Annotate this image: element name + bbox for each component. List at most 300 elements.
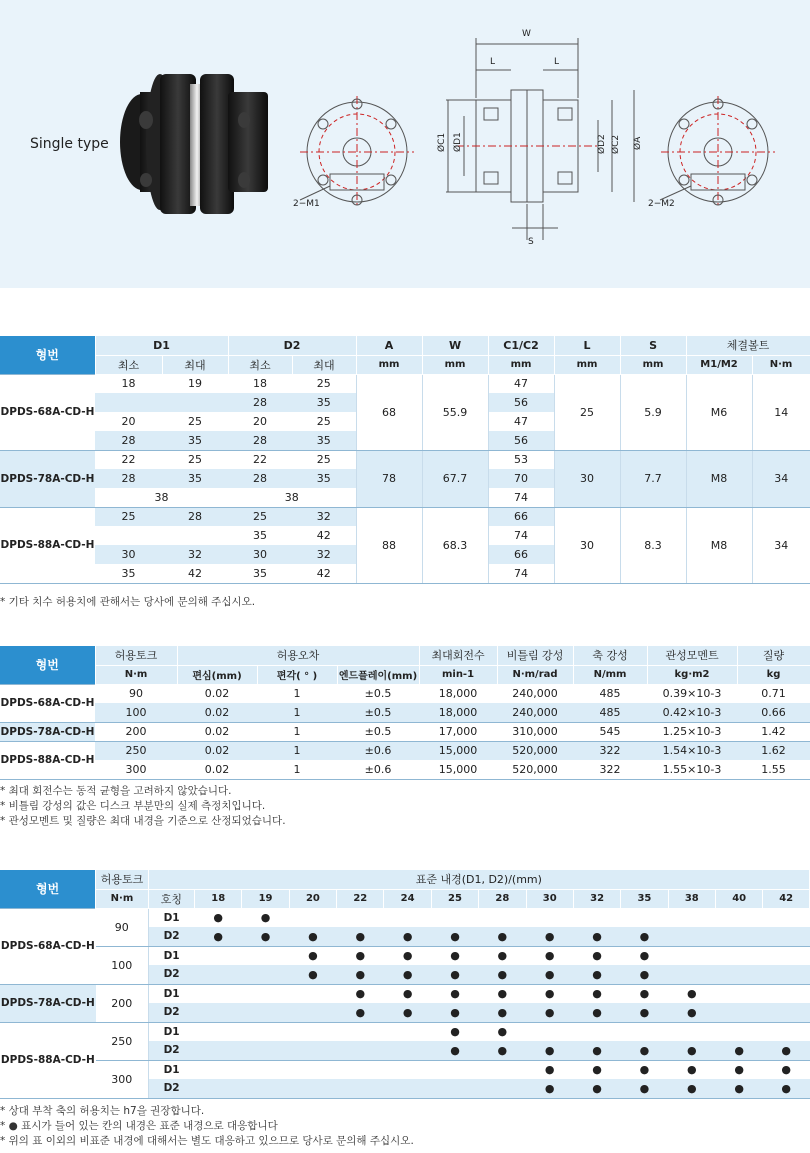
cell: 1.55×10-3 (662, 762, 722, 776)
cell (289, 1022, 336, 1041)
unit-angle: 편각( ° ) (257, 665, 337, 684)
standard-bore-dot: ● (639, 987, 650, 1001)
standard-bore-dot: ● (450, 949, 460, 963)
cell: 35 (316, 472, 331, 485)
cell (337, 908, 384, 927)
standard-bore-dot: ● (260, 911, 271, 925)
cell (195, 965, 242, 984)
standard-bore-dot: ● (450, 967, 460, 981)
cell: 1 (293, 762, 301, 776)
standard-bore-dot: ● (260, 929, 271, 943)
cell: 18,000 (438, 687, 478, 701)
standard-bore-dot: ● (592, 1005, 602, 1019)
standard-bore-dot: ● (402, 967, 413, 981)
cell-torque: 34 (752, 507, 810, 583)
standard-bore-dot: ● (450, 929, 460, 943)
col-torsion: 비틀림 강성 (497, 646, 573, 665)
cell: 74 (488, 526, 554, 545)
dC2-label: ØC2 (611, 134, 621, 154)
standard-bore-dot: ● (544, 987, 555, 1001)
standard-bore-dot: ● (686, 1081, 697, 1095)
cell: ±0.5 (364, 705, 392, 719)
col-L: L (554, 336, 620, 355)
cell (95, 393, 162, 412)
cell-torque: 14 (752, 374, 810, 450)
standard-bore-dot: ● (355, 987, 366, 1001)
cell (715, 1022, 762, 1041)
standard-bore-dot: ● (213, 911, 223, 925)
cell: 32 (188, 548, 202, 561)
cell: 19 (188, 377, 202, 391)
cell-A: 88 (356, 507, 422, 583)
cell: 0.66 (761, 705, 786, 719)
table-row (0, 741, 810, 760)
cell: 240,000 (512, 705, 558, 719)
standard-bore-dot: ● (686, 1063, 697, 1077)
cell (195, 1060, 242, 1079)
cell: 38 (154, 490, 169, 504)
cell-W: 67.7 (422, 450, 488, 507)
cell: 520,000 (512, 762, 558, 776)
bore-table (0, 870, 810, 1099)
bore-size-18: 18 (195, 889, 242, 908)
model-name: DPDS-68A-CD-H (0, 374, 95, 450)
standard-bore-dot: ● (213, 929, 223, 943)
col-tolerance: 허용오차 (177, 646, 419, 665)
table-row (0, 684, 810, 703)
cell: 15,000 (438, 762, 478, 776)
cell (195, 946, 242, 965)
cell: 56 (488, 431, 554, 450)
standard-bore-dot: ● (639, 929, 650, 943)
cell: 1.62 (761, 744, 786, 758)
cell: 32 (316, 510, 331, 524)
cell: 520,000 (512, 744, 558, 758)
cell (479, 908, 526, 927)
L2-label: L (554, 57, 560, 67)
bore-size-25: 25 (431, 889, 478, 908)
bore-size-32: 32 (573, 889, 620, 908)
cell (715, 908, 762, 927)
cell: 1 (293, 687, 301, 701)
bore-size-38: 38 (668, 889, 715, 908)
model-name: DPDS-88A-CD-H (0, 1022, 96, 1098)
bore-size-40: 40 (715, 889, 762, 908)
code-cell: D1 (148, 908, 194, 927)
standard-bore-dot: ● (592, 1081, 602, 1095)
cell: 35 (188, 472, 202, 485)
cell: ±0.5 (364, 687, 392, 701)
cell-bolt: M8 (686, 507, 752, 583)
torque-cell: 200 (96, 984, 148, 1022)
cell: 28 (188, 510, 202, 524)
code-cell: D2 (148, 1041, 194, 1060)
cell (242, 1003, 289, 1022)
col-maxrpm: 최대회전수 (419, 646, 497, 665)
cell-L: 25 (554, 374, 620, 450)
cell (384, 1060, 431, 1079)
standard-bore-dot: ● (402, 987, 413, 1001)
cell: 35 (316, 396, 331, 409)
cell (621, 908, 668, 927)
col-D2: D2 (228, 336, 356, 355)
dA-label: ØA (633, 136, 643, 150)
cell (242, 1060, 289, 1079)
cell: 17,000 (419, 722, 497, 741)
cell: 25 (316, 453, 331, 467)
cell: 15,000 (438, 744, 478, 758)
model-name: DPDS-68A-CD-H (0, 908, 96, 984)
cell (95, 526, 162, 545)
unit-L: mm (554, 355, 620, 374)
cell: 18 (253, 377, 268, 391)
cell (384, 908, 431, 927)
standard-bore-dot: ● (544, 1005, 555, 1019)
standard-bore-dot: ● (402, 1005, 413, 1019)
cell: 35 (316, 433, 331, 447)
cell (289, 908, 336, 927)
cell (668, 965, 715, 984)
cell-A: 68 (356, 374, 422, 450)
col-S: S (620, 336, 686, 355)
cell (384, 1022, 431, 1041)
cell: 1.55 (761, 762, 786, 776)
cell (337, 1022, 384, 1041)
cell-S: 8.3 (620, 507, 686, 583)
cell (715, 965, 762, 984)
standard-bore-dot: ● (308, 967, 318, 981)
standard-bore-dot: ● (450, 1025, 460, 1039)
model-name: DPDS-88A-CD-H (0, 741, 95, 779)
col-torque: 허용토크 (95, 646, 177, 665)
standard-bore-dot: ● (734, 1043, 744, 1057)
standard-bore-dot: ● (402, 949, 413, 963)
cell: 47 (488, 374, 554, 393)
standard-bore-dot: ● (592, 1043, 602, 1057)
standard-bore-dot: ● (592, 987, 602, 1001)
col-D1: D1 (95, 336, 228, 355)
standard-bore-dot: ● (781, 1081, 791, 1095)
unit-endplay: 엔드플레이(mm) (337, 665, 419, 684)
cell (763, 984, 810, 1003)
cell: 42 (316, 529, 331, 542)
cell: 66 (488, 507, 554, 526)
cell: 30 (121, 548, 136, 561)
cell (289, 1003, 336, 1022)
col-model: 형번 (0, 870, 96, 908)
cell (289, 1041, 336, 1060)
cell (431, 1079, 478, 1098)
cell (763, 908, 810, 927)
cell: 1.25×10-3 (647, 722, 737, 741)
standard-bore-dot: ● (497, 1043, 508, 1057)
standard-bore-dot: ● (781, 1063, 791, 1077)
cell: 0.02 (204, 687, 230, 701)
cell: 1.42 (737, 722, 810, 741)
note: * ● 표시가 들어 있는 칸의 내경은 표준 내경으로 대응합니다 (0, 1120, 278, 1132)
product-hero (0, 0, 810, 288)
table-row (0, 1060, 810, 1079)
cell: 25 (188, 415, 202, 428)
cell (573, 908, 620, 927)
standard-bore-dot: ● (497, 929, 508, 943)
cell (763, 965, 810, 984)
unit-C: mm (488, 355, 554, 374)
cell: 200 (95, 722, 177, 741)
col-mass: 질량 (737, 646, 810, 665)
cell: 35 (253, 529, 268, 542)
cell: 322 (599, 744, 621, 758)
cell (384, 1079, 431, 1098)
cell (289, 1060, 336, 1079)
m2-label: 2−M2 (648, 199, 675, 209)
col-bolt: 체결볼트 (686, 336, 810, 355)
cell (337, 1060, 384, 1079)
col-D1-max: 최대 (162, 355, 228, 374)
standard-bore-dot: ● (734, 1063, 744, 1077)
note: * 최대 회전수는 동적 균형을 고려하지 않았습니다. (0, 785, 232, 797)
cell: 32 (316, 548, 331, 561)
unit-W: mm (422, 355, 488, 374)
cell: 90 (129, 687, 143, 701)
cell: 300 (125, 762, 147, 776)
cell (242, 946, 289, 965)
standard-bore-dot: ● (686, 1043, 697, 1057)
bore-size-24: 24 (384, 889, 431, 908)
cell (763, 946, 810, 965)
L1-label: L (490, 57, 496, 67)
bore-size-35: 35 (621, 889, 668, 908)
standard-bore-dot: ● (544, 949, 555, 963)
table-row (0, 507, 810, 526)
note: * 위의 표 이외의 비표준 내경에 대해서는 별도 대응하고 있으므로 당사로 문의해 주십시오. (0, 1135, 414, 1147)
dC1-label: ØC1 (437, 132, 447, 152)
cell (195, 1079, 242, 1098)
cell-S: 5.9 (620, 374, 686, 450)
model-name: DPDS-88A-CD-H (0, 507, 95, 583)
cell: 53 (488, 450, 554, 469)
code-cell: D1 (148, 946, 194, 965)
cell (162, 526, 228, 545)
col-inertia: 관성모멘트 (647, 646, 737, 665)
cell (242, 1022, 289, 1041)
cell (763, 1003, 810, 1022)
cell-A: 78 (356, 450, 422, 507)
cell: ±0.6 (364, 744, 392, 758)
table-row (0, 703, 810, 722)
unit-nm: N·m (95, 665, 177, 684)
cell (668, 908, 715, 927)
cell: 28 (253, 472, 268, 485)
code-cell: D2 (148, 1003, 194, 1022)
standard-bore-dot: ● (544, 1063, 555, 1077)
table3-notes (0, 1104, 414, 1149)
cell: 100 (125, 705, 147, 719)
cell: 35 (121, 566, 136, 580)
cell (715, 927, 762, 946)
col-W: W (422, 336, 488, 355)
cell: 28 (121, 433, 136, 447)
right-end-view (660, 96, 775, 208)
cell: 56 (488, 393, 554, 412)
standard-bore-dot: ● (592, 1063, 602, 1077)
cell-L: 30 (554, 507, 620, 583)
standard-bore-dot: ● (639, 1081, 650, 1095)
cell: 0.02 (204, 762, 230, 776)
cell (195, 1022, 242, 1041)
S-label: S (528, 237, 534, 247)
standard-bore-dot: ● (639, 1005, 650, 1019)
cell-torque: 34 (752, 450, 810, 507)
cell: ±0.6 (364, 762, 392, 776)
cell (479, 1079, 526, 1098)
col-bore: 표준 내경(D1, D2)/(mm) (148, 870, 809, 889)
cell-W: 68.3 (422, 507, 488, 583)
standard-bore-dot: ● (497, 967, 508, 981)
cell: 25 (316, 377, 331, 391)
table-row (0, 722, 810, 741)
cell: 74 (488, 488, 554, 507)
bore-size-22: 22 (337, 889, 384, 908)
cell (668, 946, 715, 965)
product-drawings (0, 0, 810, 288)
cell: 35 (253, 566, 268, 580)
standard-bore-dot: ● (497, 1025, 508, 1039)
standard-bore-dot: ● (450, 1005, 460, 1019)
cell: 20 (121, 415, 136, 428)
dimension-table (0, 336, 810, 584)
table-row (0, 946, 810, 965)
cell: 35 (188, 433, 202, 447)
type-title: Single type (30, 136, 109, 152)
cell (715, 946, 762, 965)
table-row (0, 1022, 810, 1041)
cell (715, 984, 762, 1003)
unit-bolt: M1/M2 (686, 355, 752, 374)
col-A: A (356, 336, 422, 355)
code-cell: D2 (148, 1079, 194, 1098)
cell: 25 (188, 453, 202, 467)
cell: 28 (253, 396, 268, 409)
cell: 25 (316, 415, 331, 428)
code-cell: D2 (148, 927, 194, 946)
note: * 상대 부착 축의 허용치는 h7을 권장합니다. (0, 1105, 205, 1117)
table2-notes (0, 784, 286, 829)
standard-bore-dot: ● (544, 929, 555, 943)
cell (384, 1041, 431, 1060)
torque-cell: 250 (96, 1022, 148, 1060)
standard-bore-dot: ● (450, 1043, 460, 1057)
standard-bore-dot: ● (592, 949, 602, 963)
cell (242, 965, 289, 984)
standard-bore-dot: ● (639, 1063, 650, 1077)
cell: 545 (573, 722, 647, 741)
left-end-view (300, 96, 414, 208)
cell (431, 908, 478, 927)
unit-A: mm (356, 355, 422, 374)
cell: 66 (488, 545, 554, 564)
standard-bore-dot: ● (686, 1005, 697, 1019)
unit-kgm2: kg·m2 (647, 665, 737, 684)
cell: 70 (488, 469, 554, 488)
cell (242, 1041, 289, 1060)
standard-bore-dot: ● (497, 987, 508, 1001)
cell: 240,000 (512, 687, 558, 701)
standard-bore-dot: ● (544, 1043, 555, 1057)
standard-bore-dot: ● (639, 1043, 650, 1057)
dD1-label: ØD1 (453, 132, 463, 152)
cell: 22 (253, 453, 268, 467)
torque-cell: 90 (96, 908, 148, 946)
col-C: C1/C2 (488, 336, 554, 355)
table-row (0, 984, 810, 1003)
cell: 30 (253, 548, 268, 561)
cell: 1.54×10-3 (662, 744, 722, 758)
cell-bolt: M6 (686, 374, 752, 450)
cell-L: 30 (554, 450, 620, 507)
cell (242, 984, 289, 1003)
cell: 250 (125, 744, 147, 758)
table-row (0, 760, 810, 779)
cell: 28 (121, 472, 136, 485)
note: * 비틀림 강성의 값은 디스크 부분만의 실제 측정치입니다. (0, 800, 266, 812)
dD2-label: ØD2 (597, 134, 607, 154)
col-D2-min: 최소 (228, 355, 292, 374)
cell: 0.02 (177, 722, 257, 741)
cell: 310,000 (497, 722, 573, 741)
cell: 28 (253, 433, 268, 447)
cell (763, 927, 810, 946)
cell (621, 1022, 668, 1041)
standard-bore-dot: ● (355, 967, 366, 981)
torque-cell: 300 (96, 1060, 148, 1098)
cell: 42 (316, 566, 331, 580)
cell (526, 1022, 573, 1041)
standard-bore-dot: ● (639, 967, 650, 981)
cell: 38 (284, 490, 299, 504)
cell (526, 908, 573, 927)
bore-size-42: 42 (763, 889, 810, 908)
unit-nmrad: N·m/rad (497, 665, 573, 684)
unit-offset: 편심(mm) (177, 665, 257, 684)
standard-bore-dot: ● (402, 929, 413, 943)
cell (573, 1022, 620, 1041)
bore-size-20: 20 (289, 889, 336, 908)
standard-bore-dot: ● (734, 1081, 744, 1095)
col-torque: 허용토크 (96, 870, 148, 889)
standard-bore-dot: ● (781, 1043, 791, 1057)
cell: 20 (253, 415, 268, 428)
col-D2-max: 최대 (292, 355, 356, 374)
cell: 42 (188, 566, 202, 580)
model-name: DPDS-78A-CD-H (0, 725, 95, 738)
table-row (0, 450, 810, 469)
standard-bore-dot: ● (308, 929, 318, 943)
unit-nm: N·m (752, 355, 810, 374)
bore-size-19: 19 (242, 889, 289, 908)
cell: 0.02 (204, 744, 230, 758)
cell (715, 1003, 762, 1022)
cell: 0.39×10-3 (662, 687, 722, 701)
cell (242, 1079, 289, 1098)
cell (195, 1041, 242, 1060)
col-code: 호칭 (148, 889, 194, 908)
cell (763, 1022, 810, 1041)
cell: 485 (599, 687, 621, 701)
table-row (0, 908, 810, 927)
standard-bore-dot: ● (639, 949, 650, 963)
cell (668, 1022, 715, 1041)
